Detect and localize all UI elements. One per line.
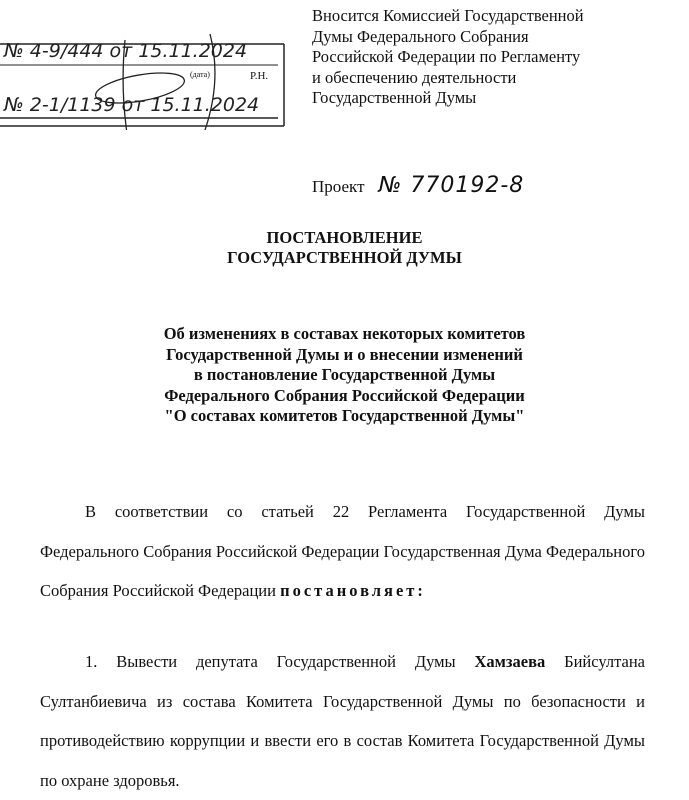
document-subject (0, 324, 689, 427)
project-number (312, 173, 524, 198)
intro-line: и обеспечению деятельности (312, 67, 517, 87)
intro-line: Российской Федерации по Регламенту (312, 47, 581, 66)
intro-line: Думы Федерального Собрания (312, 26, 529, 46)
stamp-caption: (дата) (190, 70, 210, 79)
item-1-text: 1. Вывести депутата Государственной Думы (85, 652, 475, 671)
subject-line: Об изменениях в составах некоторых комитетов (163, 324, 526, 343)
preamble-paragraph (40, 492, 645, 611)
item-1-text-rest: Бийсултана Султанбиевича из состава Комитета Государственной Думы по безопасности и противодействию коррупции и ввести его в состав Комитета Государственной Думы по охране здоровья. (40, 652, 646, 790)
title-line: ПОСТАНОВЛЕНИЕ (266, 228, 423, 247)
registration-stamp (0, 30, 290, 130)
stamp-registration-number: № 2-1/1139 от 15.11.2024 (4, 94, 260, 116)
preamble-text: В соответствии со статьей 22 Регламента Государственной Думы Федерального Собрания Российской Федерации Государственная Дума Федерального Собрания Российской Федерации (40, 502, 645, 600)
item-1-paragraph (40, 642, 645, 800)
stamp-incoming-number: № 4-9/444 от 15.11.2024 (4, 40, 248, 62)
intro-line: Государственной Думы (312, 88, 477, 107)
document-title (0, 228, 689, 268)
deputy-surname: Хамзаева (474, 652, 546, 671)
title-line: ГОСУДАРСТВЕННОЙ ДУМЫ (227, 248, 462, 267)
project-number-handwritten: № 770192-8 (378, 173, 525, 198)
subject-line: в постановление Государственной Думы (193, 365, 496, 384)
subject-line: "О составах комитетов Государственной Думы" (164, 406, 525, 425)
resolves-word: постановляет: (280, 581, 426, 600)
subject-line: Федерального Собрания Российской Федерации (164, 385, 525, 405)
project-label: Проект (312, 177, 365, 196)
introduced-by (312, 6, 584, 109)
intro-line: Вносится Комиссией Государственной (312, 6, 584, 25)
stamp-initials: Р.Н. (250, 70, 269, 82)
subject-line: Государственной Думы и о внесении изменений (166, 344, 523, 364)
